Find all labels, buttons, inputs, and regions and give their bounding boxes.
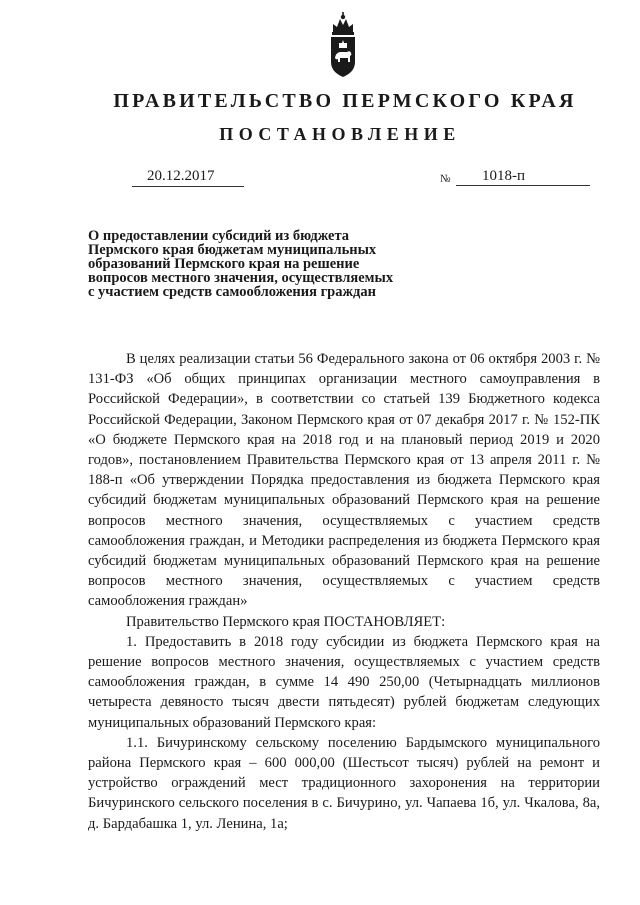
date-field <box>132 168 244 187</box>
subject-line: с участием средств самообложения граждан <box>88 284 376 300</box>
subject-line: Пермского края бюджетам муниципальных <box>88 242 377 258</box>
document-type: ПОСТАНОВЛЕНИЕ <box>219 124 461 144</box>
document-number: 1018-п <box>482 168 526 184</box>
document-body <box>88 349 600 834</box>
clause-1-paragraph: 1. Предоставить в 2018 году субсидии из бюджета Пермского края на решение вопросов местного значения, осуществляемых с участием средств самообложения граждан, в сумме 14 490 250,00 (Четырнадцать миллионов четыреста девяносто тысяч двести пятьдесят) рублей бюджетам следующих муниципальных образований Пермского края: <box>88 633 600 731</box>
document-date: 20.12.2017 <box>147 168 215 184</box>
document-subject <box>88 229 408 299</box>
coat-of-arms-icon <box>326 10 360 80</box>
number-label: № <box>440 173 451 185</box>
authority-title: ПРАВИТЕЛЬСТВО ПЕРМСКОГО КРАЯ <box>113 90 577 112</box>
number-field <box>440 168 590 186</box>
subject-line: образований Пермского края на решение <box>88 256 360 272</box>
subject-line: вопросов местного значения, осуществляемых <box>88 270 394 286</box>
subject-line: О предоставлении субсидий из бюджета <box>88 228 349 244</box>
preamble-paragraph: В целях реализации статьи 56 Федерального закона от 06 октября 2003 г. № 131-ФЗ «Об общих принципах организации местного самоуправления в Российской Федерации», в соответствии со статьей 139 Бюджетного кодекса Российской Федерации, Законом Пермского края от 07 декабря 2017 г. № 152-ПК «О бюджете Пермского края на 2018 год и на плановый период 2019 и 2020 годов», постановлением Правительства Пермского края от 13 апреля 2011 г. № 188-п «Об утверждении Порядка предоставления из бюджета Пермского края субсидий бюджетам муниципальных образований Пермского края на решение вопросов местного значения, осуществляемых с участием средств самообложения граждан, и Методики распределения из бюджета Пермского края субсидий бюджетам муниципальных образований Пермского края на решение вопросов местного значения, осуществляемых с участием средств самообложения граждан» <box>88 351 600 610</box>
clause-1-1-paragraph: 1.1. Бичуринскому сельскому поселению Бардымского муниципального района Пермского края – 600 000,00 (Шестьсот тысяч) рублей на ремонт и устройство ограждений мест традиционного захоронения на территории Бичуринского сельского поселения в с. Бичурино, ул. Чапаева 1б, ул. Чкалова, 8а, д. Бардабашка 1, ул. Ленина, 1а; <box>88 734 600 832</box>
number-underline <box>456 185 590 186</box>
resolution-paragraph: Правительство Пермского края ПОСТАНОВЛЯЕТ: <box>126 613 446 630</box>
